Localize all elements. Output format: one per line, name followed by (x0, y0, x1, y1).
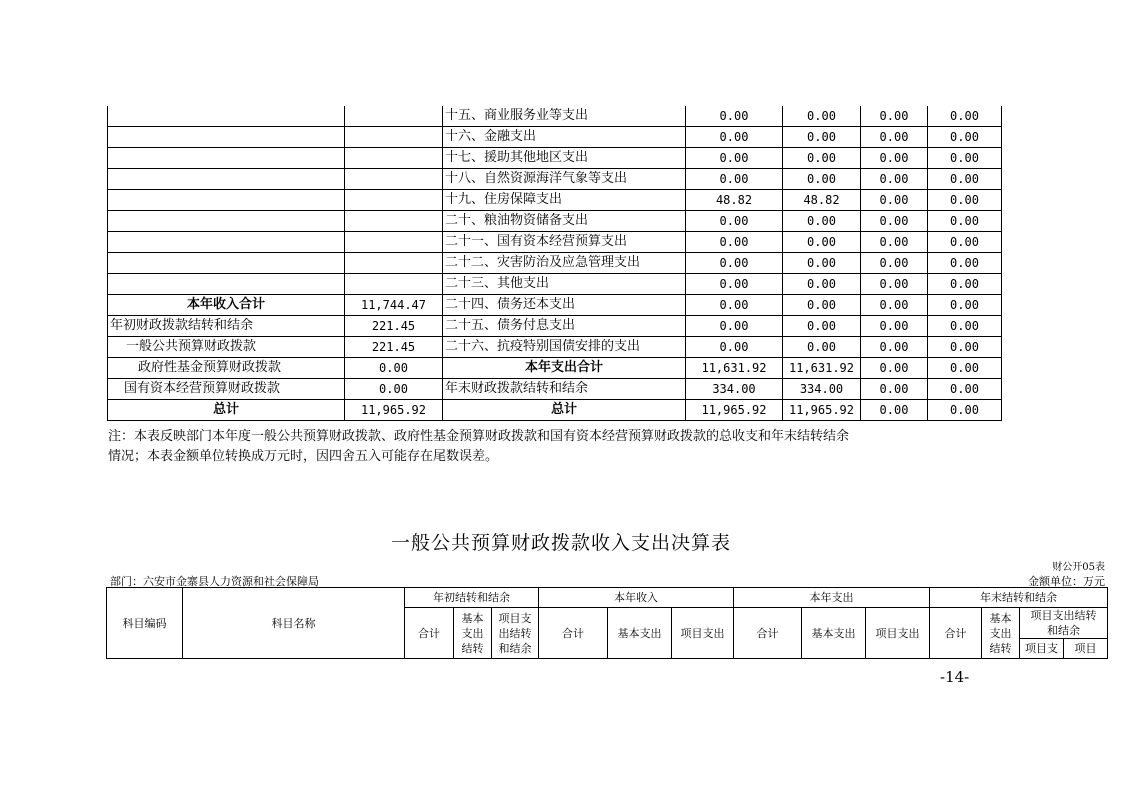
expense-state-capital-value: 0.00 (928, 211, 1002, 232)
table-code: 财公开05表 (1052, 562, 1105, 573)
expense-item-label: 十八、自然资源海洋气象等支出 (443, 169, 686, 190)
expense-state-capital-value: 0.00 (928, 274, 1002, 295)
expense-fund-budget-value: 0.00 (861, 106, 928, 127)
expense-fund-budget-value: 0.00 (861, 274, 928, 295)
expense-total-value: 0.00 (686, 211, 783, 232)
income-item-value: 221.45 (345, 337, 443, 358)
expense-total-value: 0.00 (686, 316, 783, 337)
expense-state-capital-value: 0.00 (928, 379, 1002, 400)
header-expense-basic: 基本支出 (802, 608, 866, 659)
expense-state-capital-value: 0.00 (928, 400, 1002, 421)
income-item-label (108, 274, 345, 295)
expense-item-label: 二十、粮油物资储备支出 (443, 211, 686, 232)
expense-item-label: 十九、住房保障支出 (443, 190, 686, 211)
expense-general-budget-value: 11,631.92 (783, 358, 861, 379)
table-row (108, 358, 1002, 379)
expense-fund-budget-value: 0.00 (861, 190, 928, 211)
expense-fund-budget-value: 0.00 (861, 379, 928, 400)
expense-state-capital-value: 0.00 (928, 358, 1002, 379)
expense-general-budget-value: 0.00 (783, 148, 861, 169)
expense-general-budget-value: 0.00 (783, 127, 861, 148)
expense-item-label: 十五、商业服务业等支出 (443, 106, 686, 127)
table-row (108, 211, 1002, 232)
header-expense-total: 合计 (734, 608, 802, 659)
expense-fund-budget-value: 0.00 (861, 316, 928, 337)
expense-general-budget-value: 48.82 (783, 190, 861, 211)
income-item-label: 年初财政拨款结转和结余 (108, 316, 345, 337)
expense-fund-budget-value: 0.00 (861, 253, 928, 274)
income-item-label: 一般公共预算财政拨款 (108, 337, 345, 358)
expense-item-label: 十七、援助其他地区支出 (443, 148, 686, 169)
income-item-label: 国有资本经营预算财政拨款 (108, 379, 345, 400)
table-row (108, 127, 1002, 148)
header-current-expense: 本年支出 (734, 588, 930, 608)
expense-fund-budget-value: 0.00 (861, 400, 928, 421)
expense-item-label: 十六、金融支出 (443, 127, 686, 148)
income-item-label: 本年收入合计 (108, 295, 345, 316)
income-item-label (108, 190, 345, 211)
summary-table (107, 106, 1002, 421)
table-row (108, 400, 1002, 421)
expense-state-capital-value: 0.00 (928, 127, 1002, 148)
header-start-basic: 基本支出结转 (454, 608, 492, 659)
income-item-value: 221.45 (345, 316, 443, 337)
header-current-income: 本年收入 (539, 588, 734, 608)
expense-total-value: 0.00 (686, 106, 783, 127)
expense-state-capital-value: 0.00 (928, 316, 1002, 337)
table-row (108, 253, 1002, 274)
header-end-carryover: 年末结转和结余 (930, 588, 1108, 608)
expense-fund-budget-value: 0.00 (861, 232, 928, 253)
expense-state-capital-value: 0.00 (928, 232, 1002, 253)
header-end-project-sub2: 项目 (1064, 639, 1108, 659)
expense-state-capital-value: 0.00 (928, 190, 1002, 211)
expense-general-budget-value: 0.00 (783, 253, 861, 274)
income-item-value (345, 127, 443, 148)
expense-state-capital-value: 0.00 (928, 337, 1002, 358)
expense-total-value: 0.00 (686, 337, 783, 358)
expense-total-value: 0.00 (686, 253, 783, 274)
income-item-value (345, 190, 443, 211)
expense-general-budget-value: 0.00 (783, 337, 861, 358)
income-item-label: 政府性基金预算财政拨款 (108, 358, 345, 379)
header-income-total: 合计 (539, 608, 608, 659)
expense-total-value: 0.00 (686, 274, 783, 295)
expense-item-label: 二十一、国有资本经营预算支出 (443, 232, 686, 253)
income-item-label: 总计 (108, 400, 345, 421)
expense-total-value: 0.00 (686, 169, 783, 190)
table-row (108, 379, 1002, 400)
expense-total-value: 334.00 (686, 379, 783, 400)
expense-state-capital-value: 0.00 (928, 106, 1002, 127)
expense-state-capital-value: 0.00 (928, 169, 1002, 190)
expense-item-label: 二十六、抗疫特别国债安排的支出 (443, 337, 686, 358)
expense-item-label: 二十四、债务还本支出 (443, 295, 686, 316)
expense-general-budget-value: 0.00 (783, 316, 861, 337)
expense-total-value: 11,631.92 (686, 358, 783, 379)
expense-total-value: 0.00 (686, 148, 783, 169)
income-item-value (345, 169, 443, 190)
expense-total-value: 48.82 (686, 190, 783, 211)
expense-general-budget-value: 0.00 (783, 274, 861, 295)
table-row (108, 295, 1002, 316)
expense-fund-budget-value: 0.00 (861, 337, 928, 358)
income-item-value: 11,744.47 (345, 295, 443, 316)
income-item-value (345, 274, 443, 295)
budget-detail-table-header (106, 587, 1108, 659)
header-income-basic: 基本支出 (608, 608, 672, 659)
income-item-label (108, 253, 345, 274)
income-item-value (345, 106, 443, 127)
expense-item-label: 本年支出合计 (443, 358, 686, 379)
table-title: 一般公共预算财政拨款收入支出决算表 (390, 532, 731, 554)
table-note-line-2: 情况；本表金额单位转换成万元时，因四舍五入可能存在尾数误差。 (108, 449, 499, 464)
expense-item-label: 总计 (443, 400, 686, 421)
department-label: 部门：六安市金寨县人力资源和社会保障局 (110, 575, 319, 588)
expense-item-label: 二十二、灾害防治及应急管理支出 (443, 253, 686, 274)
expense-state-capital-value: 0.00 (928, 295, 1002, 316)
table-row (108, 148, 1002, 169)
header-subject-code: 科目编码 (107, 588, 183, 659)
expense-general-budget-value: 0.00 (783, 295, 861, 316)
header-expense-project: 项目支出 (866, 608, 930, 659)
income-item-label (108, 106, 345, 127)
expense-general-budget-value: 0.00 (783, 211, 861, 232)
income-item-value (345, 232, 443, 253)
income-item-value (345, 148, 443, 169)
expense-fund-budget-value: 0.00 (861, 127, 928, 148)
income-item-value: 11,965.92 (345, 400, 443, 421)
income-item-value: 0.00 (345, 379, 443, 400)
expense-general-budget-value: 0.00 (783, 169, 861, 190)
expense-general-budget-value: 0.00 (783, 106, 861, 127)
header-end-basic: 基本支出结转 (982, 608, 1020, 659)
table-row (108, 190, 1002, 211)
header-start-total: 合计 (405, 608, 454, 659)
amount-unit-label: 金额单位：万元 (1028, 575, 1105, 588)
table-row (108, 337, 1002, 358)
table-row (108, 232, 1002, 253)
income-item-label (108, 232, 345, 253)
header-end-total: 合计 (930, 608, 982, 659)
page-number: -14- (940, 668, 970, 686)
table-row (108, 106, 1002, 127)
expense-item-label: 二十五、债务付息支出 (443, 316, 686, 337)
income-item-label (108, 211, 345, 232)
expense-total-value: 0.00 (686, 295, 783, 316)
income-item-label (108, 169, 345, 190)
expense-total-value: 11,965.92 (686, 400, 783, 421)
income-item-value: 0.00 (345, 358, 443, 379)
expense-total-value: 0.00 (686, 127, 783, 148)
expense-fund-budget-value: 0.00 (861, 211, 928, 232)
header-subject-name: 科目名称 (183, 588, 405, 659)
expense-general-budget-value: 334.00 (783, 379, 861, 400)
income-item-label (108, 127, 345, 148)
income-item-value (345, 211, 443, 232)
expense-state-capital-value: 0.00 (928, 148, 1002, 169)
table-note-line-1: 注：本表反映部门本年度一般公共预算财政拨款、政府性基金预算财政拨款和国有资本经营预算财政拨款的总收支和年末结转结余 (108, 429, 850, 444)
expense-item-label: 年末财政拨款结转和结余 (443, 379, 686, 400)
header-end-project: 项目支出结转和结余 (1020, 608, 1108, 639)
expense-state-capital-value: 0.00 (928, 253, 1002, 274)
header-start-carryover: 年初结转和结余 (405, 588, 539, 608)
expense-item-label: 二十三、其他支出 (443, 274, 686, 295)
expense-fund-budget-value: 0.00 (861, 148, 928, 169)
expense-fund-budget-value: 0.00 (861, 358, 928, 379)
table-row (108, 169, 1002, 190)
header-income-project: 项目支出 (672, 608, 734, 659)
expense-fund-budget-value: 0.00 (861, 169, 928, 190)
expense-total-value: 0.00 (686, 232, 783, 253)
expense-general-budget-value: 0.00 (783, 232, 861, 253)
header-end-project-sub1: 项目支 (1020, 639, 1064, 659)
table-row (108, 316, 1002, 337)
income-item-label (108, 148, 345, 169)
expense-general-budget-value: 11,965.92 (783, 400, 861, 421)
income-item-value (345, 253, 443, 274)
expense-fund-budget-value: 0.00 (861, 295, 928, 316)
table-row (108, 274, 1002, 295)
header-start-project: 项目支出结转和结余 (492, 608, 539, 659)
